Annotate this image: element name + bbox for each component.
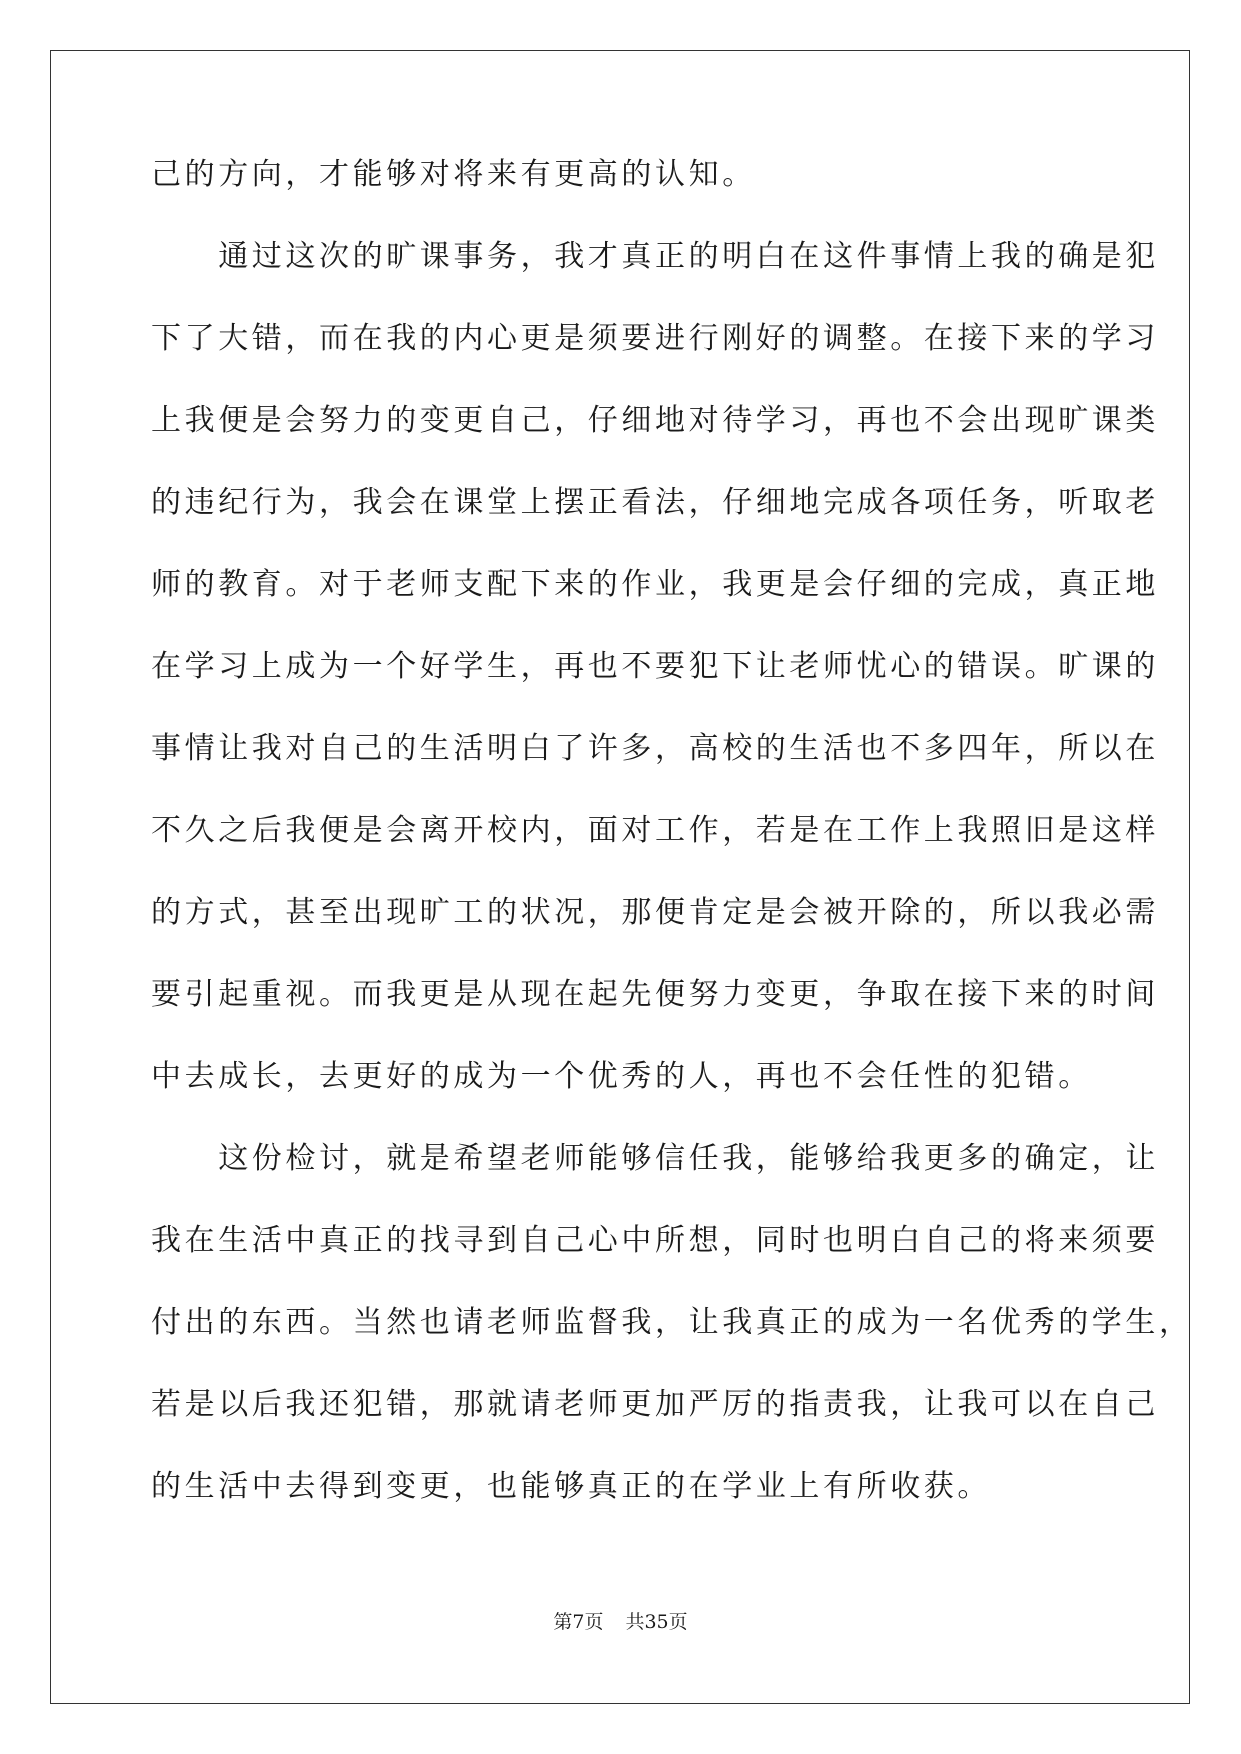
text-line: 这份检讨，就是希望老师能够信任我，能够给我更多的确定，让 (151, 1141, 1159, 1176)
text-line: 的方式，甚至出现旷工的状况，那便肯定是会被开除的，所以我必需 (151, 895, 1159, 930)
text-line: 通过这次的旷课事务，我才真正的明白在这件事情上我的确是犯 (151, 239, 1159, 274)
page-total: 共35页 (625, 1611, 688, 1633)
text-line: 师的教育。对于老师支配下来的作业，我更是会仔细的完成，真正地 (151, 567, 1159, 602)
text-line: 的违纪行为，我会在课堂上摆正看法，仔细地完成各项任务，听取老 (151, 485, 1159, 520)
text-line: 我在生活中真正的找寻到自己心中所想，同时也明白自己的将来须要 (151, 1223, 1159, 1258)
text-line: 在学习上成为一个好学生，再也不要犯下让老师忧心的错误。旷课的 (151, 649, 1159, 684)
page-footer (0, 1612, 1241, 1632)
page-number: 第7页 (553, 1611, 604, 1633)
text-line: 事情让我对自己的生活明白了许多，高校的生活也不多四年，所以在 (151, 731, 1159, 766)
text-line: 不久之后我便是会离开校内，面对工作，若是在工作上我照旧是这样 (151, 813, 1159, 848)
text-line: 上我便是会努力的变更自己，仔细地对待学习，再也不会出现旷课类 (151, 403, 1159, 438)
text-line: 下了大错，而在我的内心更是须要进行刚好的调整。在接下来的学习 (151, 321, 1159, 356)
text-line: 中去成长，去更好的成为一个优秀的人，再也不会任性的犯错。 (151, 1059, 1092, 1094)
text-line: 的生活中去得到变更，也能够真正的在学业上有所收获。 (151, 1469, 991, 1504)
text-line: 若是以后我还犯错，那就请老师更加严厉的指责我，让我可以在自己 (151, 1387, 1159, 1422)
text-line: 要引起重视。而我更是从现在起先便努力变更，争取在接下来的时间 (151, 977, 1159, 1012)
text-line: 己的方向，才能够对将来有更高的认知。 (151, 157, 756, 192)
text-line: 付出的东西。当然也请老师监督我，让我真正的成为一名优秀的学生， (151, 1305, 1193, 1340)
document-body (151, 157, 1193, 1554)
